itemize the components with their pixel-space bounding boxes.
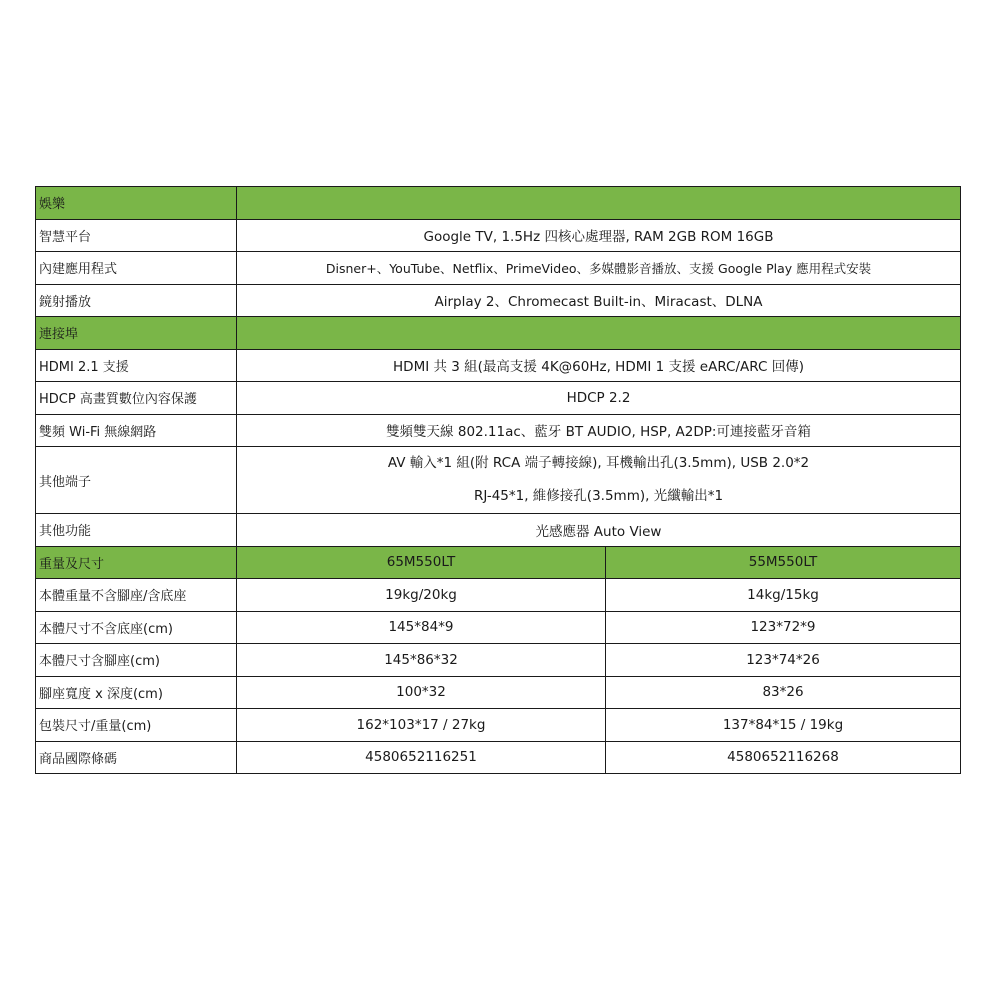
row-value: 123*74*26: [606, 644, 961, 677]
row-value: 光感應器 Auto View: [237, 514, 961, 547]
row-label: 鏡射播放: [36, 284, 237, 317]
row-value: 123*72*9: [606, 611, 961, 644]
row-value: Disner+、YouTube、Netflix、PrimeVideo、多媒體影音播放、支援 Google Play 應用程式安裝: [237, 252, 961, 285]
row-value: 137*84*15 / 19kg: [606, 709, 961, 742]
table-row: [36, 709, 961, 742]
section-header-weight-size: [36, 546, 961, 579]
section-header-entertainment: [36, 187, 961, 220]
row-value: 162*103*17 / 27kg: [237, 709, 606, 742]
row-label: 包裝尺寸/重量(cm): [36, 709, 237, 742]
table-row: [36, 514, 961, 547]
model-name: 65M550LT: [237, 546, 606, 579]
table-row: [36, 676, 961, 709]
row-value-multiline: [237, 447, 961, 514]
row-label: 本體重量不含腳座/含底座: [36, 579, 237, 612]
row-value: Google TV, 1.5Hz 四核心處理器, RAM 2GB ROM 16GB: [237, 219, 961, 252]
table-row: [36, 414, 961, 447]
row-label: 內建應用程式: [36, 252, 237, 285]
table-row: [36, 741, 961, 774]
spec-table: [35, 186, 961, 774]
row-value: 4580652116251: [237, 741, 606, 774]
row-value: Airplay 2、Chromecast Built-in、Miracast、DLNA: [237, 284, 961, 317]
row-value-line: RJ-45*1, 維修接孔(3.5mm), 光纖輸出*1: [473, 488, 724, 504]
row-value: HDCP 2.2: [237, 382, 961, 415]
table-row: [36, 611, 961, 644]
section-header-ports: [36, 317, 961, 350]
table-row-other-ports: [36, 447, 961, 514]
row-value: 14kg/15kg: [606, 579, 961, 612]
row-value: HDMI 共 3 組(最高支援 4K@60Hz, HDMI 1 支援 eARC/ARC 回傳): [237, 349, 961, 382]
row-label: HDCP 高畫質數位內容保護: [36, 382, 237, 415]
table-row: [36, 579, 961, 612]
row-label: 本體尺寸不含底座(cm): [36, 611, 237, 644]
row-label: 雙頻 Wi-Fi 無線網路: [36, 414, 237, 447]
row-value: 19kg/20kg: [237, 579, 606, 612]
row-value: 145*86*32: [237, 644, 606, 677]
table-row: [36, 252, 961, 285]
row-value: 100*32: [237, 676, 606, 709]
row-value-line: AV 輸入*1 組(附 RCA 端子轉接線), 耳機輸出孔(3.5mm), USB 2.0*2: [387, 455, 810, 471]
row-value: 4580652116268: [606, 741, 961, 774]
table-row: [36, 284, 961, 317]
section-header-fill: [237, 317, 961, 350]
table-row: [36, 644, 961, 677]
section-header-fill: [237, 187, 961, 220]
row-label: 智慧平台: [36, 219, 237, 252]
model-name: 55M550LT: [606, 546, 961, 579]
table-row: [36, 219, 961, 252]
row-value: 145*84*9: [237, 611, 606, 644]
table-row: [36, 382, 961, 415]
section-title: 連接埠: [36, 317, 237, 350]
row-label: 商品國際條碼: [36, 741, 237, 774]
section-title: 娛樂: [36, 187, 237, 220]
section-title: 重量及尺寸: [36, 546, 237, 579]
row-label: 其他功能: [36, 514, 237, 547]
row-label: 腳座寬度 x 深度(cm): [36, 676, 237, 709]
row-label: 其他端子: [36, 447, 237, 514]
table-row: [36, 349, 961, 382]
row-value: 83*26: [606, 676, 961, 709]
row-value: 雙頻雙天線 802.11ac、藍牙 BT AUDIO, HSP, A2DP:可連接藍牙音箱: [237, 414, 961, 447]
row-label: 本體尺寸含腳座(cm): [36, 644, 237, 677]
row-label: HDMI 2.1 支援: [36, 349, 237, 382]
